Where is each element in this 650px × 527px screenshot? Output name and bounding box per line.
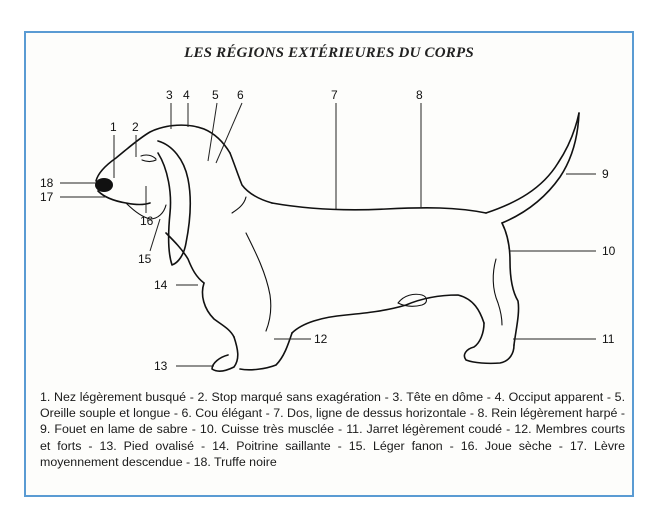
dog-shoulder	[246, 233, 271, 331]
label-7: 7	[331, 88, 338, 102]
legend-item: 8. Rein légèrement harpé	[477, 406, 618, 421]
label-8: 8	[416, 88, 423, 102]
legend-item: 11. Jarret légèrement coudé	[346, 422, 503, 437]
dog-hind-foot	[464, 323, 514, 363]
label-4: 4	[183, 88, 190, 102]
legend-item: 7. Dos, ligne de dessus horizontale	[273, 406, 467, 421]
dog-nose	[95, 178, 113, 192]
label-14: 14	[154, 278, 168, 292]
legend-item: 18. Truffe noire	[193, 454, 277, 469]
dog-belly	[292, 295, 484, 333]
label-13: 13	[154, 359, 168, 373]
legend-text: 1. Nez légèrement busqué - 2. Stop marqué sans exagération - 3. Tête en dôme - 4. Occiput apparent - 5. Oreille souple et longue - 6. Cou élégant - 7. Dos, ligne de dessus horizontale - 8. Rein légèrement harpé - 9. Fouet en lame de sabre - 10. Cuisse très musclée - 11. Jarret légèrement coudé - 12. Membres courts et forts - 13. Pied ovalisé - 14. Poitrine saillante - 15. Léger fanon - 16. Joue sèche - 17. Lèvre moyennement descendue - 18. Truffe noire	[40, 390, 626, 469]
legend-item: 16. Joue sèche	[460, 438, 552, 453]
legend-item: 14. Poitrine saillante	[212, 438, 331, 453]
legend-item: 6. Cou élégant	[181, 406, 263, 421]
label-3: 3	[166, 88, 173, 102]
leader-lines	[60, 103, 596, 366]
label-15: 15	[138, 252, 152, 266]
legend-item: 13. Pied ovalisé	[99, 438, 194, 453]
label-2: 2	[132, 120, 139, 134]
dog-neck-front	[166, 233, 204, 283]
dog-outline	[95, 113, 579, 371]
dog-muzzle	[98, 191, 150, 205]
legend-item: 10. Cuisse très musclée	[199, 422, 334, 437]
label-12: 12	[314, 332, 328, 346]
label-11: 11	[602, 332, 615, 346]
dog-neck-back	[230, 153, 272, 203]
legend-item: 2. Stop marqué sans exagération	[197, 390, 381, 404]
legend-item: 5. Oreille souple et longue	[40, 390, 626, 421]
legend-item: 9. Fouet en lame de sabre	[40, 422, 188, 437]
dog-tail-upper	[486, 113, 579, 213]
diagram-title: LES RÉGIONS EXTÉRIEURES DU CORPS	[184, 45, 474, 61]
legend-item: 12. Membres courts et forts	[40, 422, 626, 453]
label-17: 17	[40, 190, 54, 204]
legend-item: 17. Lèvre moyennement descendue	[40, 438, 626, 469]
label-10: 10	[602, 244, 616, 258]
legend-item: 3. Tête en dôme	[392, 390, 484, 404]
legend-item: 1. Nez légèrement busqué	[40, 390, 187, 404]
dog-eye	[141, 155, 156, 162]
leader-6	[216, 103, 242, 163]
region-numbers	[40, 88, 616, 373]
dog-ear	[158, 141, 190, 265]
label-1: 1	[110, 120, 117, 134]
dog-neck-fold	[232, 197, 246, 213]
dog-thigh-inner	[493, 259, 502, 325]
basset-hound-diagram	[26, 33, 632, 383]
label-18: 18	[40, 176, 54, 190]
dog-back	[272, 203, 486, 213]
legend-item: 4. Occiput apparent	[494, 390, 604, 404]
legend-item: 15. Léger fanon	[348, 438, 443, 453]
label-5: 5	[212, 88, 219, 102]
dog-rump	[502, 223, 519, 345]
diagram-frame	[24, 31, 634, 497]
label-16: 16	[140, 214, 154, 228]
dog-chest	[202, 283, 234, 337]
label-9: 9	[602, 167, 609, 181]
dog-sheath	[398, 294, 427, 306]
label-6: 6	[237, 88, 244, 102]
dog-tail-lower	[502, 113, 579, 223]
